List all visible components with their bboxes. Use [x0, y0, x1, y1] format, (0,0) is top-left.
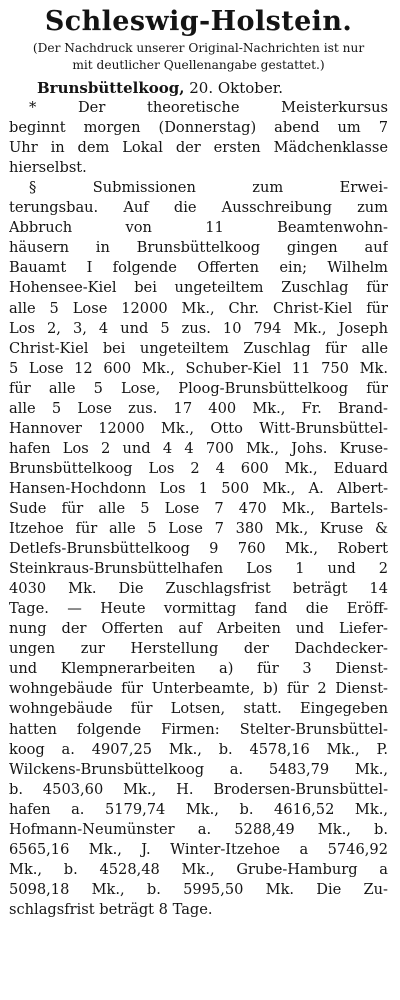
reprint-notice-line-1: (Der Nachdruck unserer Original-Nachrichten ist nur	[32, 41, 365, 55]
dateline-date: 20. Oktober.	[189, 79, 284, 97]
reprint-notice-line-2: mit deutlicher Quellenangabe gestattet.)	[72, 58, 325, 72]
article-line: Hannover 12000 Mk., Otto Witt-Brunsbüttel-	[9, 419, 388, 437]
reprint-notice	[9, 40, 388, 76]
article-line: 6565,16 Mk., J. Winter-Itzehoe a 5746,92	[9, 840, 388, 858]
article-line: * Der theoretische Meisterkursus	[29, 99, 388, 117]
article-line: Hansen-Hochdonn Los 1 500 Mk., A. Albert-	[9, 479, 388, 497]
article-line: hierselbst.	[9, 159, 87, 177]
article-line: Detlefs-Brunsbüttelkoog 9 760 Mk., Robert	[9, 540, 388, 558]
article-line: Los 2, 3, 4 und 5 zus. 10 794 Mk., Joseph	[9, 319, 388, 337]
article-line: nung der Offerten auf Arbeiten und Liefer-	[9, 620, 388, 638]
article-line: wohngebäude für Unterbeamte, b) für 2 Dienst-	[9, 680, 388, 698]
article-line: beginnt morgen (Donnerstag) abend um 7	[9, 119, 388, 137]
article-line: Steinkraus-Brunsbüttelhafen Los 1 und 2	[9, 560, 388, 578]
article-line: und Klempnerarbeiten a) für 3 Dienst-	[9, 660, 388, 678]
article-line: wohngebäude für Lotsen, statt. Eingegeben	[9, 700, 388, 718]
article-line: b. 4503,60 Mk., H. Brodersen-Brunsbüttel-	[9, 780, 388, 798]
article-line: koog a. 4907,25 Mk., b. 4578,16 Mk., P.	[9, 740, 388, 758]
article-line: Christ-Kiel bei ungeteiltem Zuschlag für alle	[9, 339, 388, 357]
article-line: Hofmann-Neumünster a. 5288,49 Mk., b.	[9, 820, 388, 838]
article-line: Hohensee-Kiel bei ungeteiltem Zuschlag für	[9, 279, 388, 297]
article-line: für alle 5 Lose, Ploog-Brunsbüttelkoog für	[9, 379, 388, 397]
article-line: Wilckens-Brunsbüttelkoog a. 5483,79 Mk.,	[9, 760, 388, 778]
article-line: § Submissionen zum Erwei-	[29, 179, 388, 197]
section-title: Schleswig-Holstein.	[44, 6, 353, 37]
article-line: hafen a. 5179,74 Mk., b. 4616,52 Mk.,	[9, 800, 388, 818]
article-line: Abbruch von 11 Beamtenwohn-	[9, 219, 388, 237]
article-line: terungsbau. Auf die Ausschreibung zum	[9, 199, 388, 217]
article-line: alle 5 Lose 12000 Mk., Chr. Christ-Kiel für	[9, 299, 388, 317]
article-line: 4030 Mk. Die Zuschlagsfrist beträgt 14	[9, 580, 388, 598]
article-line: Uhr in dem Lokal der ersten Mädchenklasse	[9, 139, 388, 157]
article-body	[9, 78, 388, 920]
article-line: Bauamt I folgende Offerten ein; Wilhelm	[9, 259, 388, 277]
article-line: Mk., b. 4528,48 Mk., Grube-Hamburg a	[9, 860, 388, 878]
dateline-place: Brunsbüttelkoog,	[37, 79, 185, 97]
article-line: Sude für alle 5 Lose 7 470 Mk., Bartels-	[9, 499, 388, 517]
article-line: alle 5 Lose zus. 17 400 Mk., Fr. Brand-	[9, 399, 388, 417]
article-line: 5 Lose 12 600 Mk., Schuber-Kiel 11 750 Mk.	[9, 359, 388, 377]
article-line: Brunsbüttelkoog Los 2 4 600 Mk., Eduard	[9, 459, 388, 477]
article-line: häusern in Brunsbüttelkoog gingen auf	[9, 239, 388, 257]
article-line: Tage. — Heute vormittag fand die Eröff-	[9, 600, 388, 618]
article-line: schlagsfrist beträgt 8 Tage.	[9, 900, 213, 918]
article-line: hatten folgende Firmen: Stelter-Brunsbüttel-	[9, 720, 388, 738]
article-line: Itzehoe für alle 5 Lose 7 380 Mk., Kruse &	[9, 520, 388, 538]
dateline	[9, 78, 388, 98]
article-line: hafen Los 2 und 4 4 700 Mk., Johs. Kruse-	[9, 439, 388, 457]
article-line: 5098,18 Mk., b. 5995,50 Mk. Die Zu-	[9, 880, 388, 898]
article-line: ungen zur Herstellung der Dachdecker-	[9, 640, 388, 658]
